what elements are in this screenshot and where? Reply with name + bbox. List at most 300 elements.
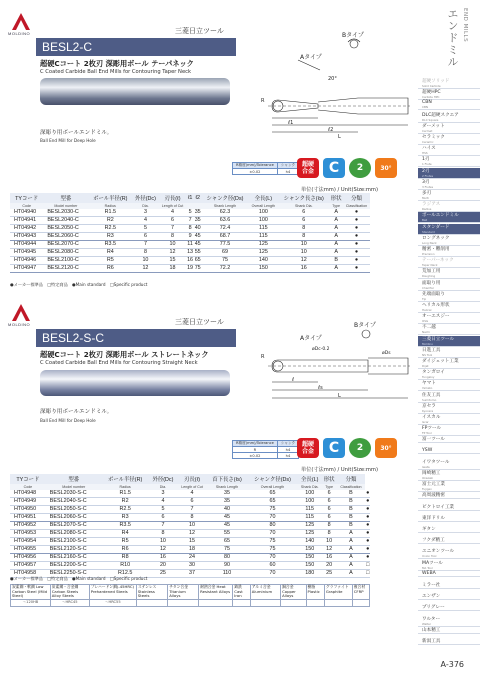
table-cell: ● bbox=[343, 225, 370, 233]
sidebar-item[interactable] bbox=[418, 638, 480, 645]
table-cell: ● bbox=[343, 249, 370, 257]
material-table bbox=[10, 584, 370, 607]
sidebar-item-label-en: Solid Carbide bbox=[422, 84, 441, 88]
drawing-L-label: L bbox=[338, 134, 341, 140]
column-header-en: Radius bbox=[102, 484, 149, 490]
sidebar-item-label: 2刃 bbox=[422, 168, 430, 174]
table-cell: R2 bbox=[102, 498, 149, 506]
table-cell: A bbox=[329, 265, 343, 273]
table-cell: 16 bbox=[278, 265, 329, 273]
sidebar-item[interactable] bbox=[418, 280, 480, 291]
sidebar-item-label-en: Moldino bbox=[422, 341, 433, 346]
table-cell: R5 bbox=[88, 257, 132, 265]
sidebar-item[interactable] bbox=[418, 358, 480, 369]
table-cell: ● bbox=[366, 490, 370, 496]
column-header: 刃長(ℓ) bbox=[177, 474, 207, 484]
table-cell: 150 bbox=[298, 554, 322, 562]
sidebar-item[interactable] bbox=[418, 492, 480, 499]
table-cell: 125 bbox=[298, 522, 322, 530]
sidebar-item-label: 超硬HPC bbox=[422, 90, 441, 96]
table-cell: 150 bbox=[248, 265, 278, 273]
sidebar-item[interactable] bbox=[418, 425, 480, 436]
coating-badge-2: C bbox=[323, 438, 345, 458]
table-cell: 25 bbox=[322, 570, 337, 578]
table-cell: 62.3 bbox=[202, 209, 249, 217]
sidebar-item-label-en: Roughing bbox=[422, 274, 436, 279]
brand-name-2: 三菱日立ツール bbox=[175, 318, 224, 326]
sidebar-item[interactable] bbox=[418, 504, 480, 511]
sidebar-item-label-en: Taper Neck bbox=[422, 263, 438, 268]
sidebar-item[interactable] bbox=[418, 604, 480, 611]
table-row bbox=[10, 506, 370, 514]
table-cell: HT04957 bbox=[10, 562, 46, 570]
sidebar-header bbox=[418, 0, 480, 76]
sidebar-item[interactable] bbox=[418, 526, 480, 533]
table-cell: 10 bbox=[149, 538, 178, 546]
table-cell: 63.6 bbox=[202, 217, 249, 225]
sidebar-item-label-en: 3 Flutes bbox=[422, 184, 434, 189]
sidebar-item-label: ユニオンツール bbox=[422, 549, 455, 555]
table-cell: 45 bbox=[207, 522, 247, 530]
table-cell: 24 bbox=[177, 554, 207, 562]
table-cell: ● bbox=[366, 522, 370, 528]
material-mark bbox=[168, 599, 199, 606]
table-cell: 35 bbox=[194, 217, 201, 223]
table-cell: R6 bbox=[88, 265, 132, 273]
tool-drawing bbox=[258, 30, 414, 140]
material-cell: ステンレス Stainless Steels bbox=[136, 585, 167, 600]
table-cell: 65 bbox=[207, 538, 247, 546]
table-cell: 100 bbox=[248, 217, 278, 225]
sidebar-item[interactable] bbox=[418, 246, 480, 257]
sidebar-item-label: ロングネック bbox=[422, 235, 450, 241]
table-cell: HT04947 bbox=[10, 265, 43, 273]
table-cell: 6 bbox=[149, 514, 178, 522]
sidebar-item-label-en: CBN bbox=[422, 105, 428, 110]
table-cell: 80 bbox=[247, 522, 297, 530]
sidebar-item-label: ヤマト bbox=[422, 381, 436, 387]
table-cell: B bbox=[337, 522, 366, 530]
sidebar-item[interactable] bbox=[418, 302, 480, 313]
sidebar-item[interactable] bbox=[418, 190, 480, 201]
sidebar-item-label-en: HSS bbox=[422, 151, 428, 156]
table-cell: 65 bbox=[194, 257, 201, 263]
sidebar-item-label: ボールエンドミル bbox=[422, 213, 459, 219]
column-header-en: Shank Length bbox=[207, 484, 247, 490]
sidebar-item[interactable] bbox=[418, 436, 480, 443]
sidebar-item-label-en: Tungaloy bbox=[422, 375, 435, 380]
table-cell: B bbox=[337, 506, 366, 514]
sidebar-item[interactable] bbox=[418, 347, 480, 358]
table-cell: 8 bbox=[159, 233, 186, 241]
table-row bbox=[10, 522, 370, 530]
moldino-logo: MOLDINO bbox=[10, 10, 32, 32]
sidebar-item-label: エンザン bbox=[422, 594, 441, 600]
table-cell: 18 bbox=[177, 546, 207, 554]
sidebar-item-label: 岡崎精工 bbox=[422, 471, 441, 476]
sidebar-item-label-en: Long Neck bbox=[422, 240, 437, 245]
table-cell: A bbox=[329, 233, 343, 241]
table-cell: 12 bbox=[132, 265, 159, 273]
unit-note: 単位(寸法mm) / Unit(Size:mm) bbox=[300, 187, 378, 193]
sidebar-item-label-en: Kyocera bbox=[422, 408, 434, 413]
column-header: 刃長(ℓ) bbox=[159, 193, 186, 203]
table-cell: 6 bbox=[322, 490, 337, 498]
sidebar-item-label: FPツール bbox=[422, 426, 442, 432]
table-cell: 6 bbox=[278, 209, 329, 217]
column-header-en: Code bbox=[10, 203, 43, 209]
table-cell: BESL2050-C bbox=[43, 225, 88, 233]
sidebar-item-label-en: DLC Square bbox=[422, 117, 439, 122]
table-cell: 13 bbox=[187, 249, 194, 255]
column-header: 外径(Dc) bbox=[132, 193, 159, 203]
table-cell: BESL2100-C bbox=[43, 257, 88, 265]
spec-table-1 bbox=[10, 193, 370, 273]
table-cell: R4 bbox=[88, 249, 132, 257]
page-number: A-376 bbox=[440, 660, 464, 669]
table-cell: 12 bbox=[149, 546, 178, 554]
sidebar-item-label: ビクトロイ工業 bbox=[422, 504, 455, 510]
table-row bbox=[10, 538, 370, 546]
table-row bbox=[10, 241, 370, 249]
table-row bbox=[10, 498, 370, 506]
table-cell: 72.2 bbox=[202, 265, 249, 273]
table-cell: R3 bbox=[88, 233, 132, 241]
sidebar-item[interactable] bbox=[418, 168, 480, 179]
sidebar-item[interactable] bbox=[418, 291, 480, 302]
table-cell: HT04944 bbox=[10, 241, 43, 249]
table-cell: ● bbox=[343, 257, 370, 265]
table-cell: HT04940 bbox=[10, 209, 43, 217]
table-cell: 12 bbox=[177, 530, 207, 538]
table-cell: R2.5 bbox=[88, 225, 132, 233]
table-cell: 12 bbox=[159, 249, 186, 257]
sidebar-item[interactable] bbox=[418, 403, 480, 414]
table-cell: B bbox=[329, 257, 343, 265]
table-cell: BESL2080-S-C bbox=[46, 530, 102, 538]
table-cell: 16 bbox=[187, 257, 194, 263]
table-cell: A bbox=[329, 249, 343, 257]
sidebar-item[interactable] bbox=[418, 123, 480, 134]
sidebar-item-label-en: 1 Flute bbox=[422, 162, 432, 167]
sidebar-item-label-en: Chamfer bbox=[422, 285, 435, 290]
column-header-en: Type bbox=[329, 203, 343, 209]
sidebar-item[interactable] bbox=[418, 100, 480, 110]
material-mark bbox=[233, 599, 250, 606]
table-cell: A bbox=[329, 209, 343, 217]
sidebar-item[interactable] bbox=[418, 582, 480, 589]
table-cell: 8 bbox=[177, 514, 207, 522]
table-cell: 15 bbox=[159, 257, 186, 265]
material-cell: グラファイト Graphite bbox=[324, 585, 352, 600]
table-cell: 115 bbox=[298, 506, 322, 514]
table-cell: A bbox=[337, 562, 366, 570]
sidebar-item[interactable] bbox=[418, 224, 480, 235]
tool-drawing-2 bbox=[258, 320, 414, 432]
sidebar-item[interactable] bbox=[418, 414, 480, 425]
table-cell: 75 bbox=[247, 538, 297, 546]
sidebar-item[interactable] bbox=[418, 78, 480, 89]
sidebar-item-label-en: Sumitomo bbox=[422, 397, 437, 402]
table-cell: 6 bbox=[177, 498, 207, 506]
table-cell: 3 bbox=[132, 209, 159, 217]
sidebar-item-label: イワタツール bbox=[422, 459, 450, 465]
table-cell: 75 bbox=[247, 506, 297, 514]
table-cell: 6 bbox=[132, 233, 159, 241]
column-header: TYコード bbox=[10, 193, 43, 203]
sidebar-item-label: イスカル bbox=[422, 415, 441, 420]
table-cell: 6 bbox=[278, 217, 329, 225]
table-cell: 90 bbox=[207, 562, 247, 570]
column-header-en: Dia. bbox=[149, 484, 178, 490]
table-cell: HT04943 bbox=[10, 233, 43, 241]
product-subtitle-en-2: C Coated Carbide Ball End Mills for Contouring Straight Neck bbox=[40, 360, 198, 366]
sidebar-item-label: ダーメット bbox=[422, 123, 445, 129]
sidebar-item[interactable] bbox=[418, 369, 480, 380]
sidebar-item[interactable] bbox=[418, 313, 480, 324]
column-header: ℓ1 bbox=[187, 195, 193, 201]
sidebar-item[interactable] bbox=[418, 515, 480, 522]
sidebar-item[interactable] bbox=[418, 257, 480, 268]
moldino-logo-2: MOLDINO bbox=[10, 301, 32, 323]
table-cell: 6 bbox=[322, 506, 337, 514]
table-cell: 55 bbox=[207, 530, 247, 538]
sidebar-item-label: プリグレー bbox=[422, 605, 445, 611]
sidebar-item[interactable] bbox=[418, 156, 480, 167]
table-cell: 68.7 bbox=[202, 233, 249, 241]
sidebar-item[interactable] bbox=[418, 235, 480, 246]
table-cell: 8 bbox=[322, 522, 337, 530]
table-cell: BESL2030-S-C bbox=[46, 490, 102, 498]
table-cell: 140 bbox=[298, 538, 322, 546]
sidebar-item-label-en: Multi bbox=[422, 196, 429, 200]
table-cell: 125 bbox=[248, 241, 278, 249]
table-cell: 10 bbox=[159, 241, 186, 249]
table-cell: BESL2120-S-C bbox=[46, 546, 102, 554]
sidebar-item-label: 山本精工 bbox=[422, 627, 441, 633]
table-cell: 7 bbox=[149, 522, 178, 530]
sidebar-item-label-en: Tip bbox=[422, 296, 427, 301]
table-cell: 70 bbox=[247, 570, 297, 578]
drawing-l2-label: ℓ2 bbox=[328, 127, 334, 133]
table-cell: 10 bbox=[322, 538, 337, 546]
sidebar-item[interactable] bbox=[418, 537, 480, 544]
sidebar-item-label: セラミック bbox=[422, 135, 445, 140]
table-row bbox=[10, 530, 370, 538]
sidebar-item-label-en: Ceramic bbox=[422, 140, 434, 144]
table-cell: 16 bbox=[322, 554, 337, 562]
table-cell: 8 bbox=[186, 225, 194, 233]
table-cell: 75 bbox=[194, 265, 201, 271]
sidebar-item[interactable] bbox=[418, 470, 480, 481]
material-cell: 樹脂 Plastic bbox=[306, 585, 324, 600]
sidebar-item[interactable] bbox=[418, 145, 480, 156]
table-cell: 6 bbox=[322, 514, 337, 522]
table-cell: 12 bbox=[322, 546, 337, 554]
sidebar-item-label-en: Fujigen bbox=[422, 487, 433, 492]
sidebar-item[interactable] bbox=[418, 627, 480, 634]
sidebar-item[interactable] bbox=[418, 548, 480, 559]
column-header-en: Dia. bbox=[132, 203, 159, 209]
table-row bbox=[10, 265, 370, 273]
drawing-r-label: R bbox=[261, 98, 265, 104]
sidebar-item-label: スタンダード bbox=[422, 224, 450, 230]
sidebar-item[interactable] bbox=[418, 89, 480, 100]
sidebar-item-label-en: Cermet bbox=[422, 128, 433, 133]
product-note-en-2: Ball End Mill for Deep Hole bbox=[40, 418, 96, 423]
sidebar-item-label-en: 2 Flutes bbox=[422, 173, 434, 178]
table-cell: 65 bbox=[247, 498, 297, 506]
sidebar-item[interactable] bbox=[418, 268, 480, 279]
table-cell: R6 bbox=[102, 546, 149, 554]
feature-badges bbox=[297, 158, 397, 178]
unit-note-2: 単位(寸法mm) / Unit(Size:mm) bbox=[300, 467, 378, 473]
material-mark: 〜120HB bbox=[11, 599, 51, 606]
drawing-angle-label: 20° bbox=[328, 76, 337, 82]
sidebar-item-label-en: Standard bbox=[422, 229, 435, 234]
table-cell: A bbox=[329, 217, 343, 225]
sidebar-item[interactable] bbox=[418, 380, 480, 391]
column-header: 首下長さ(ℓs) bbox=[207, 474, 247, 484]
table-cell: 125 bbox=[248, 249, 278, 257]
sidebar-item-label: ハイス bbox=[422, 146, 436, 152]
table-cell: R5 bbox=[102, 538, 149, 546]
table-cell: ● bbox=[366, 546, 370, 552]
table-cell: BESL2060-C bbox=[43, 233, 88, 241]
table-cell: ● bbox=[366, 530, 370, 536]
sidebar-item[interactable] bbox=[418, 336, 480, 347]
sidebar-item-label-en: MA Tool bbox=[422, 565, 433, 570]
sidebar-item-label: DLC超硬スクエア bbox=[422, 112, 459, 118]
drawing2-btype-label: Bタイプ bbox=[354, 322, 376, 329]
table-cell: 12 bbox=[278, 257, 329, 265]
brand-name: 三菱日立ツール bbox=[175, 27, 224, 35]
column-header: シャンク長さ(ℓs) bbox=[278, 193, 329, 203]
table-row bbox=[10, 257, 370, 265]
spec-table-2 bbox=[10, 474, 370, 578]
sidebar-item-label: 不二越 bbox=[422, 325, 436, 331]
table-cell: BESL2100-S-C bbox=[46, 538, 102, 546]
sidebar-item[interactable] bbox=[418, 179, 480, 190]
material-mark bbox=[324, 599, 352, 606]
table-cell: HT04941 bbox=[10, 217, 43, 225]
table-cell: 115 bbox=[248, 225, 278, 233]
sidebar-item[interactable] bbox=[418, 324, 480, 335]
sidebar-item-label: フクダ精工 bbox=[422, 538, 445, 544]
product-subtitle-jp: 超硬Cコート 2枚刃 深彫用ボール テーパネック bbox=[40, 59, 194, 68]
table-cell: ● bbox=[366, 554, 370, 560]
table-cell: HT04956 bbox=[10, 554, 46, 562]
sidebar-item[interactable] bbox=[418, 616, 480, 627]
feature-badges-2 bbox=[297, 438, 397, 458]
sidebar-title-en: END MILLS bbox=[462, 8, 468, 43]
table-cell: ● bbox=[343, 265, 370, 273]
sidebar-item-label-en: Iscar bbox=[422, 420, 429, 424]
table-cell: ● bbox=[343, 217, 370, 225]
table-cell: □ bbox=[366, 570, 370, 576]
sidebar-item[interactable] bbox=[418, 481, 480, 492]
table-cell: R4 bbox=[102, 530, 149, 538]
product-note-en: Ball End Mill for Deep Hole bbox=[40, 138, 96, 143]
column-header-en: Overall Length bbox=[248, 203, 278, 209]
sidebar-item[interactable] bbox=[418, 212, 480, 223]
table-cell: 77.5 bbox=[202, 241, 249, 249]
table-cell: 70 bbox=[247, 514, 297, 522]
table-cell: 40 bbox=[207, 506, 247, 514]
material-cell: 複合材 CFRP bbox=[352, 585, 369, 600]
sidebar-item-label: 三菱日立ツール bbox=[422, 336, 455, 342]
column-header: ボール半径(R) bbox=[88, 193, 132, 203]
table-cell: 40 bbox=[194, 225, 201, 231]
table-cell: HT04953 bbox=[10, 530, 46, 538]
table-cell: HT04951 bbox=[10, 514, 46, 522]
sidebar-item[interactable] bbox=[418, 112, 480, 123]
sidebar-item[interactable] bbox=[418, 459, 480, 470]
sidebar-item[interactable] bbox=[418, 392, 480, 403]
table-cell: BESL2030-C bbox=[43, 209, 88, 217]
table-cell: 11 bbox=[187, 241, 193, 247]
column-header: シャンク径(Ds) bbox=[202, 193, 249, 203]
table-cell: R3 bbox=[102, 514, 149, 522]
column-header-en: Model number bbox=[43, 203, 88, 209]
table-cell: 8 bbox=[322, 530, 337, 538]
table-cell: 7 bbox=[186, 217, 194, 225]
table-cell: HT04952 bbox=[10, 522, 46, 530]
table-cell: BESL2120-C bbox=[43, 265, 88, 273]
sidebar-item[interactable] bbox=[418, 571, 480, 577]
table-cell: 15 bbox=[177, 538, 207, 546]
table-cell: BESL2070-S-C bbox=[46, 522, 102, 530]
sidebar-item[interactable] bbox=[418, 560, 480, 571]
material-mark bbox=[306, 599, 324, 606]
table-cell: 72.4 bbox=[202, 225, 249, 233]
tool-image-2 bbox=[40, 370, 230, 396]
table-cell: 45 bbox=[207, 514, 247, 522]
column-header-en: Shank Dia. bbox=[278, 203, 329, 209]
column-header: 分類 bbox=[343, 193, 370, 203]
table-cell: A bbox=[329, 225, 343, 233]
table-cell: BESL2040-C bbox=[43, 217, 88, 225]
sidebar-item-label-en: Ball bbox=[422, 218, 428, 223]
sidebar-item-label-en: Precision bbox=[422, 252, 435, 256]
table-cell: ● bbox=[366, 498, 370, 504]
table-cell: 10 bbox=[177, 522, 207, 530]
tool-image bbox=[40, 78, 230, 105]
product-title-2: BESL2-S-C bbox=[36, 329, 236, 347]
column-header-en: Type bbox=[322, 484, 337, 490]
sidebar-item[interactable] bbox=[418, 134, 480, 145]
column-header-en: Shank Length bbox=[202, 203, 249, 209]
sidebar-item[interactable] bbox=[418, 448, 480, 454]
drawing2-dc-label: øDc-0.2 bbox=[312, 347, 330, 352]
table-cell: 19 bbox=[187, 265, 194, 271]
table-cell: 16 bbox=[149, 554, 178, 562]
table-cell: HT04949 bbox=[10, 498, 46, 506]
sidebar bbox=[418, 0, 480, 677]
table-row bbox=[10, 562, 370, 570]
sidebar-item-label: 面取り用 bbox=[422, 280, 441, 286]
table-cell: 9 bbox=[186, 233, 194, 241]
sidebar-item[interactable] bbox=[418, 201, 480, 212]
table-cell: 35 bbox=[207, 498, 247, 506]
table-cell: 4 bbox=[177, 490, 207, 498]
sidebar-item-label: 高周波精密 bbox=[422, 493, 445, 499]
table-cell: BESL2200-S-C bbox=[46, 562, 102, 570]
table-cell: 45 bbox=[194, 233, 201, 239]
sidebar-item[interactable] bbox=[418, 593, 480, 600]
table-cell: 69 bbox=[202, 249, 249, 257]
product-note-jp-2: 深彫り用ボールエンドミル。 bbox=[40, 409, 113, 415]
